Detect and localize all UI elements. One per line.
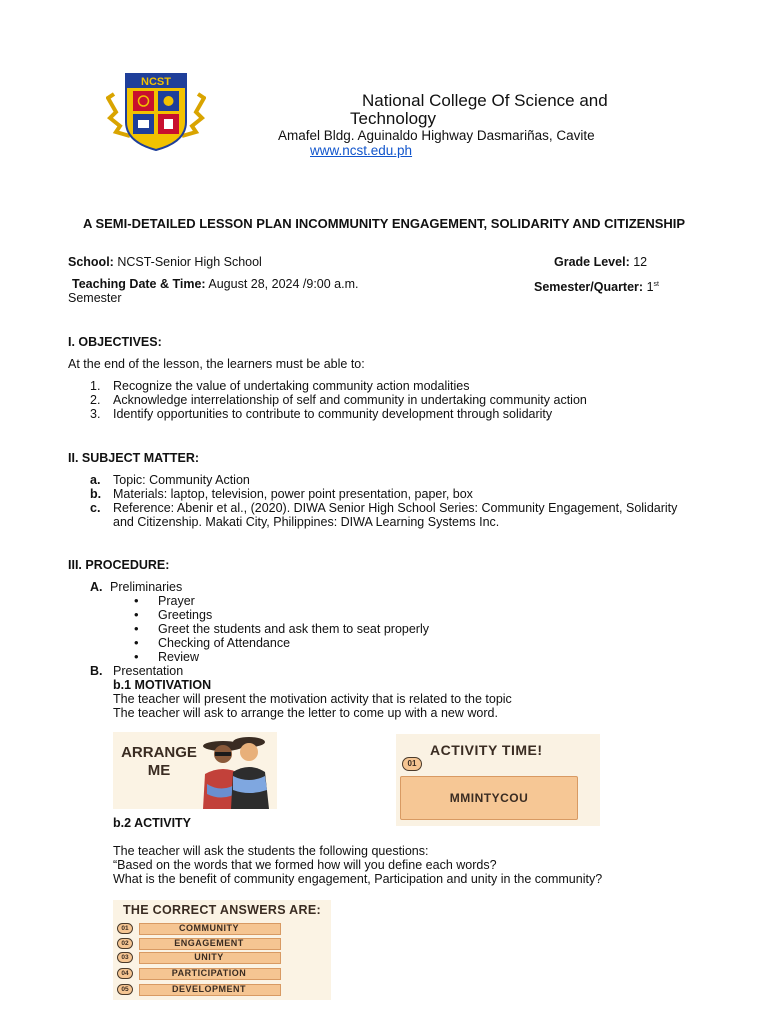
activity-time-image: [396, 734, 600, 826]
semester-value: 1: [646, 280, 654, 295]
preliminaries: A. Preliminaries: [90, 580, 183, 594]
list-item: • Review: [134, 650, 429, 664]
arrange-me-text: ARRANGE ME: [121, 744, 197, 779]
activity-number-badge: 01: [402, 757, 422, 771]
list-item: 2. Acknowledge interrelationship of self and community in undertaking community action: [90, 393, 587, 407]
list-item: c. Reference: Abenir et al., (2020). DIWA Senior High School Series: Community Engagement, Solidarity and Citizenship. Makati City, Philippines: DIWA Learning Systems Inc.: [90, 501, 678, 529]
teaching-date-info: [72, 277, 359, 292]
subject-matter-list: [90, 473, 690, 529]
people-illustration-icon: [197, 732, 277, 809]
list-item: 1. Recognize the value of undertaking community action modalities: [90, 379, 470, 393]
grade-label: Grade Level:: [554, 255, 630, 269]
preliminaries-list: [134, 594, 429, 664]
list-item: b. Materials: laptop, television, power point presentation, paper, box: [90, 487, 473, 501]
scrambled-word-box: [400, 776, 578, 820]
semester-label: Semester/Quarter:: [534, 280, 644, 295]
semester-sup: st: [653, 281, 659, 288]
correct-answers-title: THE CORRECT ANSWERS ARE:: [123, 903, 321, 917]
objectives-heading: I. OBJECTIVES:: [68, 335, 162, 349]
activity-time-title: ACTIVITY TIME!: [430, 742, 543, 758]
motivation-heading: b.1 MOTIVATION: [113, 678, 212, 692]
school-info: [68, 255, 262, 270]
list-item: a. Topic: Community Action: [90, 473, 250, 487]
activity-line-3: What is the benefit of community engagement, Participation and unity in the community?: [113, 872, 603, 886]
answer-row: 01 COMMUNITY: [117, 923, 279, 934]
activity-line-1: The teacher will ask the students the following questions:: [113, 844, 429, 858]
grade-info: [554, 255, 647, 270]
school-value: NCST-Senior High School: [117, 255, 262, 269]
list-item: • Greetings: [134, 608, 429, 622]
subject-matter-heading: II. SUBJECT MATTER:: [68, 451, 200, 465]
objectives-intro: At the end of the lesson, the learners must be able to:: [68, 357, 365, 371]
institution-address: Amafel Bldg. Aguinaldo Highway Dasmariñas, Cavite: [278, 128, 595, 143]
teaching-date-value: August 28, 2024 /9:00 a.m.: [208, 277, 359, 291]
answer-row: 03 UNITY: [117, 952, 279, 963]
semester-info: [534, 277, 659, 295]
motivation-line-2: The teacher will ask to arrange the letter to come up with a new word.: [113, 706, 498, 720]
objectives-list: [90, 379, 710, 421]
institution-name: National College Of Science and Technology: [350, 91, 608, 128]
list-item: • Checking of Attendance: [134, 636, 429, 650]
answer-row: 02 ENGAGEMENT: [117, 938, 279, 949]
activity-heading: b.2 ACTIVITY: [113, 816, 192, 830]
motivation-line-1: The teacher will present the motivation activity that is related to the topic: [113, 692, 512, 706]
grade-value: 12: [633, 255, 648, 269]
activity-line-2: “Based on the words that we formed how will you define each words?: [113, 858, 497, 872]
answer-row: 05 DEVELOPMENT: [117, 984, 279, 995]
scrambled-word: MMINTYCOU: [449, 791, 529, 805]
presentation: B. Presentation: [90, 664, 184, 678]
list-item: • Greet the students and ask them to seat properly: [134, 622, 429, 636]
procedure-heading: III. PROCEDURE:: [68, 558, 170, 572]
ncst-logo: [106, 72, 206, 152]
institution-website-link[interactable]: www.ncst.edu.ph: [310, 143, 413, 158]
arrange-me-image: [113, 732, 277, 809]
teaching-date-label: Teaching Date & Time:: [72, 277, 206, 291]
list-item: 3. Identify opportunities to contribute to community development through solidarity: [90, 407, 553, 421]
list-item: • Prayer: [134, 594, 429, 608]
school-label: School:: [68, 255, 114, 269]
logo-text: NCST: [141, 76, 171, 88]
lesson-plan-title: A SEMI-DETAILED LESSON PLAN INCOMMUNITY ENGAGEMENT, SOLIDARITY AND CITIZENSHIP: [82, 216, 686, 231]
correct-answers-image: [113, 900, 331, 1000]
answer-row: 04 PARTICIPATION: [117, 968, 279, 979]
semester-word: Semester: [68, 291, 122, 305]
